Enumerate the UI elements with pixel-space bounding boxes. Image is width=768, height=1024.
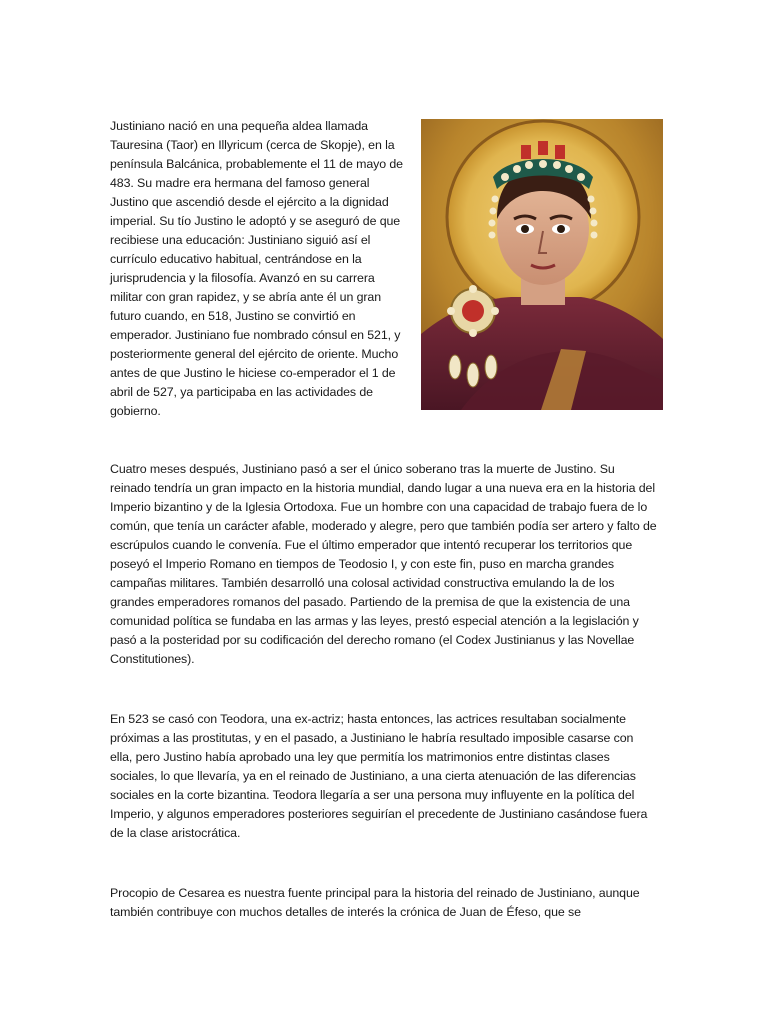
mosaic-portrait-illustration: [421, 119, 663, 410]
paragraph-1: Justiniano nació en una pequeña aldea llamada Tauresina (Taor) en Illyricum (cerca de Skopje), en la península Balcánica, probablemente el 11 de mayo de 483. Su madre era hermana del famoso general Justino que ascendió desde el ejército a la dignidad imperial. Su tío Justino le adoptó y se aseguró de que recibiese una educación: Justiniano siguió así el currículo educativo habitual, centrándose en la jurisprudencia y la filosofía. Avanzó en su carrera militar con gran rapidez, y se abría ante él un gran futuro cuando, en 518, Justino se convirtió en emperador. Justiniano fue nombrado cónsul en 521, y posteriormente general del ejército de oriente. Mucho antes de que Justino le hiciese co-emperador el 1 de abril de 527, ya participaba en las actividades de gobierno.: [110, 119, 403, 418]
paragraph-3: En 523 se casó con Teodora, una ex-actriz; hasta entonces, las actrices resultaban socialmente próximas a las prostitutas, y en el pasado, a Justiniano le habría resultado imposible casarse con ella, pero Justino había aprobado una ley que permitía los matrimonios entre distintas clases sociales, lo que llevaría, ya en el reinado de Justiniano, a una cierta atenuación de las diferencias sociales en la corte bizantina. Teodora llegaría a ser una persona muy influyente en la política del Imperio, y algunos emperadores posteriores seguirían el precedente de Justiniano casándose fuera de la clase aristocrática.: [110, 712, 648, 840]
emperor-mosaic-portrait-image: [421, 119, 663, 410]
paragraph-4: Procopio de Cesarea es nuestra fuente principal para la historia del reinado de Justiniano, aunque también contribuye con muchos detalles de interés la crónica de Juan de Éfeso, que se: [110, 886, 640, 919]
paragraph-2: Cuatro meses después, Justiniano pasó a ser el único soberano tras la muerte de Justino. Su reinado tendría un gran impacto en la historia mundial, dando lugar a una nueva era en la historia del Imperio bizantino y de la Iglesia Ortodoxa. Fue un hombre con una capacidad de trabajo fuera de lo común, que tenía un carácter afable, moderado y alegre, pero que también podía ser artero y falto de escrúpulos cuando le convenía. Fue el último emperador que intentó recuperar los territorios que poseyó el Imperio Romano en tiempos de Teodosio I, y con este fin, puso en marcha grandes campañas militares. También desarrolló una colosal actividad constructiva emulando la de los grandes emperadores romanos del pasado. Partiendo de la premisa de que la existencia de una comunidad política se fundaba en las armas y las leyes, prestó especial atención a la legislación y pasó a la posteridad por su codificación del derecho romano (el Codex Justinianus y las Novellae Constitutiones).: [110, 462, 657, 666]
